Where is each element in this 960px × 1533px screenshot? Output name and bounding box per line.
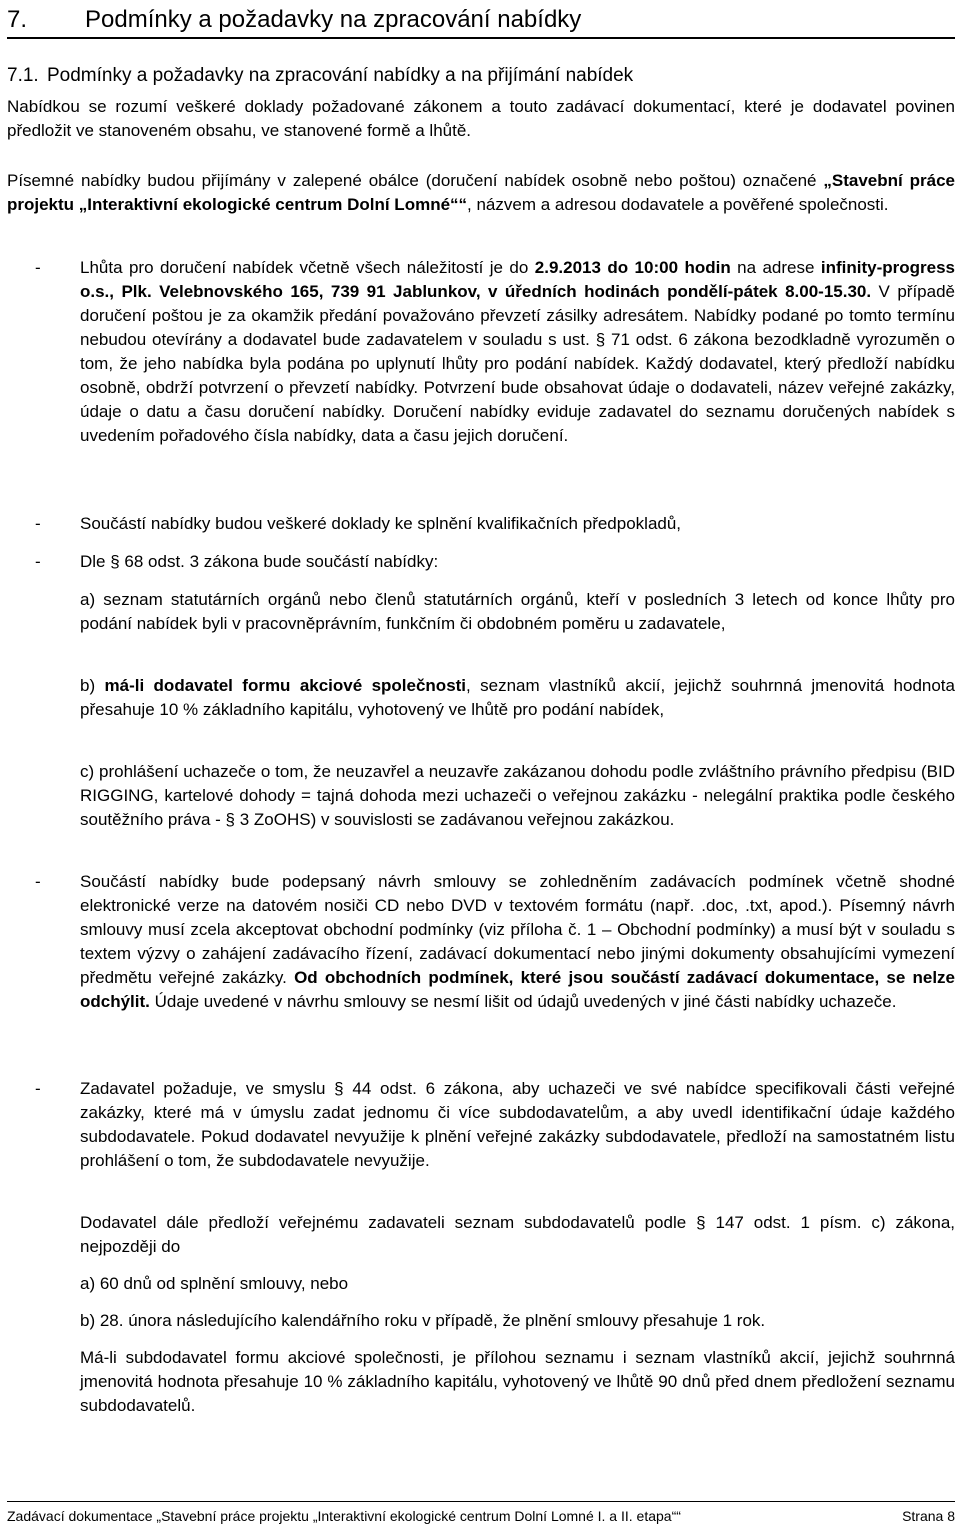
chapter-number: 7. bbox=[7, 6, 28, 33]
list-item-b bbox=[80, 674, 955, 722]
bullet-dash: - bbox=[35, 1079, 41, 1098]
item-b-bold: má-li dodavatel formu akciové společnosti bbox=[104, 676, 467, 695]
deadline-text: Lhůta pro doručení nabídek včetně všech náležitostí je do bbox=[80, 258, 535, 277]
section-title: Podmínky a požadavky na zpracování nabídky a na přijímání nabídek bbox=[47, 65, 634, 86]
deadline-text-2: na adrese bbox=[730, 258, 821, 277]
envelope-paragraph bbox=[7, 169, 955, 217]
contract-text: Součástí nabídky bude podepsaný návrh smlouvy se zohledněním zadávacích podmínek včetně shodné elektronické verze na datovém nosiči CD nebo DVD v textovém formátu (např. .doc, .txt, apod.). Písemný návrh smlouvy musí zcela akceptovat obchodní podmínky (viz příloha č. 1 – Obchodní podmínky) a musí být v souladu s textem výzvy o zahájení zadávacího řízení, zadávací dokumentací nebo jinými dokumenty obsahujícími vymezení předmětu veřejné zakázky. bbox=[80, 872, 955, 987]
bullet-dash: - bbox=[35, 552, 41, 571]
intro-paragraph: Nabídkou se rozumí veškeré doklady požadované zákonem a touto zadávací dokumentací, které je dodavatel povinen předložit ve stanoveném obsahu, ve stanovené formě a lhůtě. bbox=[7, 97, 955, 140]
envelope-text-end: , názvem a adresou dodavatele a pověřené společnosti. bbox=[467, 195, 889, 214]
contract-bold: Od obchodních podmínek, které jsou součástí zadávací dokumentace, se nelze odchýlit. bbox=[80, 968, 955, 1011]
list-item-c: c) prohlášení uchazeče o tom, že neuzavřel a neuzavře zakázanou dohodu podle zvláštního právního předpisu (BID RIGGING, kartelové dohody = tajná dohoda mezi uchazeči o veřejnou zakázku - nelegální praktika podle českého soutěžního práva - § 3 ZoOHS) v souvislosti se zadávanou veřejnou zakázkou. bbox=[80, 762, 955, 829]
footer-document-title: Zadávací dokumentace „Stavební práce projektu „Interaktivní ekologické centrum Dolní Lomné I. a II. etapa““ bbox=[7, 1508, 681, 1524]
shareholders-paragraph: Má-li subdodavatel formu akciové společnosti, je přílohou seznamu i seznam vlastníků akcií, jejichž souhrnná jmenovitá hodnota přesahuje 10 % základního kapitálu, vyhotovený ve lhůtě 90 dnů před dnem předložení seznamu subdodavatelů. bbox=[80, 1348, 955, 1415]
qualification-paragraph: Součástí nabídky budou veškeré doklady ke splnění kvalifikačních předpokladů, bbox=[80, 514, 682, 533]
subcontractor-paragraph: Zadavatel požaduje, ve smyslu § 44 odst. 6 zákona, aby uchazeči ve své nabídce specifikovali části veřejné zakázky, které má v úmyslu zadat jednomu či více subdodavatelům, a aby uvedl identifikační údaje každého subdodavatele. Pokud dodavatel nevyužije k plnění veřejné zakázky subdodavatele, předloží na samostatném listu prohlášení o tom, že subdodavatele nevyužije. bbox=[80, 1079, 955, 1170]
deadline-date: 2.9.2013 do 10:00 hodin bbox=[534, 258, 731, 277]
item-b-prefix: b) bbox=[80, 676, 105, 695]
deadline-address: infinity-progress o.s., Plk. Velebnovského 165, 739 91 Jablunkov, v úředních hodinách pondělí-pátek 8.00-15.30. bbox=[80, 258, 956, 301]
envelope-label: „Stavební práce projektu „Interaktivní ekologické centrum Dolní Lomné““ bbox=[7, 171, 956, 214]
footer-divider bbox=[7, 1501, 955, 1502]
section-heading bbox=[7, 64, 633, 88]
contract-paragraph bbox=[80, 870, 955, 1014]
document-page bbox=[7, 0, 955, 1533]
chapter-title: Podmínky a požadavky na zpracování nabídky bbox=[85, 6, 582, 33]
contents-paragraph: Dle § 68 odst. 3 zákona bude součástí nabídky: bbox=[80, 552, 439, 571]
page-footer bbox=[7, 1506, 955, 1526]
deadline-paragraph bbox=[80, 256, 955, 448]
item-b-text: , seznam vlastníků akcií, jejichž souhrnná jmenovitá hodnota přesahuje 10 % základního kapitálu, vyhotovený ve lhůtě pro podání nabídek, bbox=[80, 676, 955, 719]
sublist-item-a: a) 60 dnů od splnění smlouvy, nebo bbox=[80, 1274, 349, 1293]
deadline-text-3: V případě doručení poštou je za okamžik předání považováno převzetí zásilky adresátem. Nabídky podané po tomto termínu nebudou otevírány a dodavatel bude zadavatelem v souladu s ust. § 71 odst. 6 zákona bezodkladně vyrozuměn o tom, že jeho nabídka byla podána po uplynutí lhůty pro podání nabídek. Každý dodavatel, který předloží nabídku osobně, obdrží potvrzení o převzetí nabídky. Potvrzení bude obsahovat údaje o dodavateli, název veřejné zakázky, údaje o datu a času doručení nabídky. Doručení nabídky eviduje zadavatel do seznamu doručených nabídek s uvedením pořadového čísla nabídky, data a času jejich doručení. bbox=[80, 282, 955, 445]
envelope-text: Písemné nabídky budou přijímány v zalepené obálce (doručení nabídek osobně nebo poštou) označené bbox=[7, 171, 824, 190]
subcontractor-list-paragraph: Dodavatel dále předloží veřejnému zadavateli seznam subdodavatelů podle § 147 odst. 1 písm. c) zákona, nejpozději do bbox=[80, 1213, 955, 1256]
section-number: 7.1. bbox=[7, 65, 39, 86]
bullet-dash: - bbox=[35, 514, 41, 533]
footer-page-number: Strana 8 bbox=[902, 1508, 955, 1524]
list-item-a: a) seznam statutárních orgánů nebo členů statutárních orgánů, kteří v posledních 3 letech od konce lhůty pro podání nabídek byli v pracovněprávním, funkčním či obdobném poměru u zadavatele, bbox=[80, 590, 955, 633]
bullet-dash: - bbox=[35, 258, 41, 277]
chapter-heading bbox=[7, 5, 955, 39]
contract-text-end: Údaje uvedené v návrhu smlouvy se nesmí lišit od údajů uvedených v jiné části nabídky uchazeče. bbox=[149, 992, 897, 1011]
bullet-dash: - bbox=[35, 872, 41, 891]
sublist-item-b: b) 28. února následujícího kalendářního roku v případě, že plnění smlouvy přesahuje 1 rok. bbox=[80, 1311, 766, 1330]
